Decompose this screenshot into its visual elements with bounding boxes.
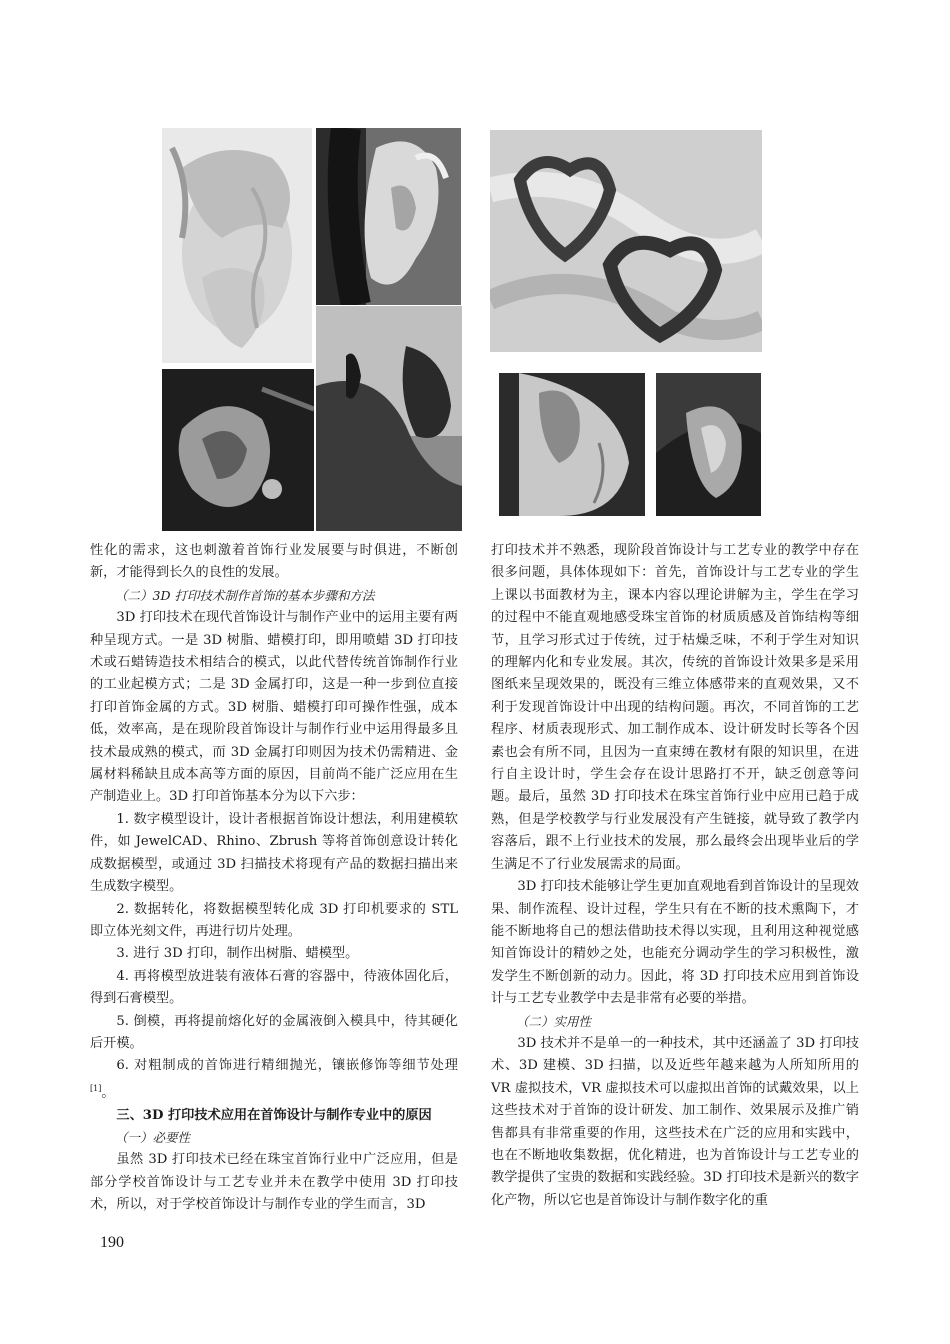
photo-ear-cuff-silhouette <box>316 306 462 531</box>
paragraph-practicality: 3D 技术并不是单一的一种技术，其中还涵盖了 3D 打印技术、3D 建模、3D 扫描，以及近些年越来越为人所知所用的 VR 虚拟技术，VR 虚拟技术可以虚拟出首饰的试戴效果，以上这些技术对于首饰的设计研发、加工制作、效果展示及推广销售都具有非常重要的作用，这些技术在广泛的应用和实践中，也在不断地收集数据，优化精进，也为首饰设计与工艺专业的教学提供了宝贵的数据和实践经验。3D 打印技术是新兴的数字化产物，所以它也是首饰设计与制作数字化的重 <box>491 1035 859 1208</box>
subheading-basic-steps: （二）3D 打印技术制作首饰的基本步骤和方法 <box>115 587 375 603</box>
left-continuation: 性化的需求，这也刺激着首饰行业发展要与时俱进，不断创新，才能得到长久的良性的发展。 <box>90 543 458 581</box>
photo-heart-earrings-on-satin <box>490 130 762 352</box>
right-continuation: 打印技术并不熟悉，现阶段首饰设计与工艺专业的教学中存在很多问题，具体体现如下：首先，首饰设计与工艺专业的学生上课以书面教材为主，课本内容以理论讲解为主，学生在学习的过程中不能直观地感受珠宝首饰的材质质感及首饰结构等细节，且学习形式过于传统，过于枯燥乏味，不利于学生对知识的理解内化和专业发展。其次，传统的首饰设计效果多是采用图纸来呈现效果的，既没有三维立体感带来的直观效果，又不利于发现首饰设计中出现的结构问题。再次，不同首饰的工艺程序、材质表现形式、加工制作成本、设计研发时长等各个因素也会有所不同，且因为一直束缚在教材有限的知识里，在进行自主设计时，学生会存在设计思路打不开，缺乏创意等问题。最后，虽然 3D 打印技术在珠宝首饰行业中应用已趋于成熟，但是学校教学与行业发展没有产生链接，就导致了教学内容落后，跟不上行业技术的发展，那么最终会出现毕业后的学生满足不了行业发展需求的局面。 <box>491 543 859 872</box>
step-6-end: 。 <box>101 1085 115 1101</box>
photo-ear-model-under-dark <box>162 369 314 531</box>
photo-ear-cuff-white-on-ear <box>316 128 461 305</box>
subheading-necessity: （一）必要性 <box>115 1129 191 1145</box>
paragraph-benefit: 3D 打印技术能够让学生更加直观地看到首饰设计的呈现效果、制作流程、设计过程，学生只有在不断的技术熏陶下，才能不断地将自己的想法借助技术得以实现，且利用这种视觉感知首饰设计的精妙之处，也能充分调动学生的学习积极性，激发学生不断创新的动力。因此，将 3D 打印技术应用到首饰设计与工艺专业教学中去是非常有必要的举措。 <box>491 879 859 1007</box>
right-column <box>491 540 859 1212</box>
section-3-heading: 三、3D 打印技术应用在首饰设计与制作专业中的原因 <box>116 1107 432 1123</box>
photo-ear-cuff-closeup <box>656 373 761 516</box>
left-column <box>90 540 458 1217</box>
step-4: 4. 再将模型放进装有液体石膏的容器中，待液体固化后，得到石膏模型。 <box>90 968 458 1007</box>
step-5: 5. 倒模，再将提前熔化好的金属液倒入模具中，待其硬化后开模。 <box>90 1013 458 1051</box>
paragraph-necessity: 虽然 3D 打印技术已经在珠宝首饰行业中广泛应用，但是部分学校首饰设计与工艺专业并未在教学中使用 3D 打印技术，所以，对于学校首饰设计与制作专业的学生而言，3D <box>90 1152 458 1213</box>
page-number: 190 <box>100 1234 124 1251</box>
paragraph-intro: 3D 打印技术在现代首饰设计与制作产业中的运用主要有两种呈现方式。一是 3D 树脂、蜡模打印，即用喷蜡 3D 打印技术或石蜡铸造技术相结合的模式，以此代替传统首饰制作行业的工业起模方式；二是 3D 金属打印，这是一种一步到位直接打印首饰金属的方式。3D 树脂、蜡模打印可操作性强，成本低，效率高，是在现阶段首饰设计与制作行业中运用得最多且技术最成熟的模式，而 3D 金属打印则因为技术仍需精进、金属材料稀缺且成本高等方面的原因，目前尚不能广泛应用在生产制造业上。3D 打印首饰基本分为以下六步： <box>90 610 458 805</box>
step-6 <box>90 1055 458 1104</box>
step-2: 2. 数据转化，将数据模型转化成 3D 打印机要求的 STL 即立体光刻文件，再进行切片处理。 <box>90 901 458 939</box>
photo-woman-wearing-ear-cuff <box>499 373 645 516</box>
step-6-text: 6. 对粗制成的首饰进行精细抛光，镶嵌修饰等细节处理 <box>116 1058 458 1074</box>
photo-white-resin-head-sculpture <box>162 128 312 363</box>
step-1: 1. 数字模型设计，设计者根据首饰设计想法，利用建模软件，如 JewelCAD、Rhino、Zbrush 等将首饰创意设计转化成数据模型，或通过 3D 扫描技术将现有产品的数据扫描出来生成数字模型。 <box>90 811 458 895</box>
step-3: 3. 进行 3D 打印，制作出树脂、蜡模型。 <box>116 946 359 962</box>
citation-ref: [1] <box>90 1083 102 1093</box>
subheading-practicality: （二）实用性 <box>516 1013 592 1029</box>
